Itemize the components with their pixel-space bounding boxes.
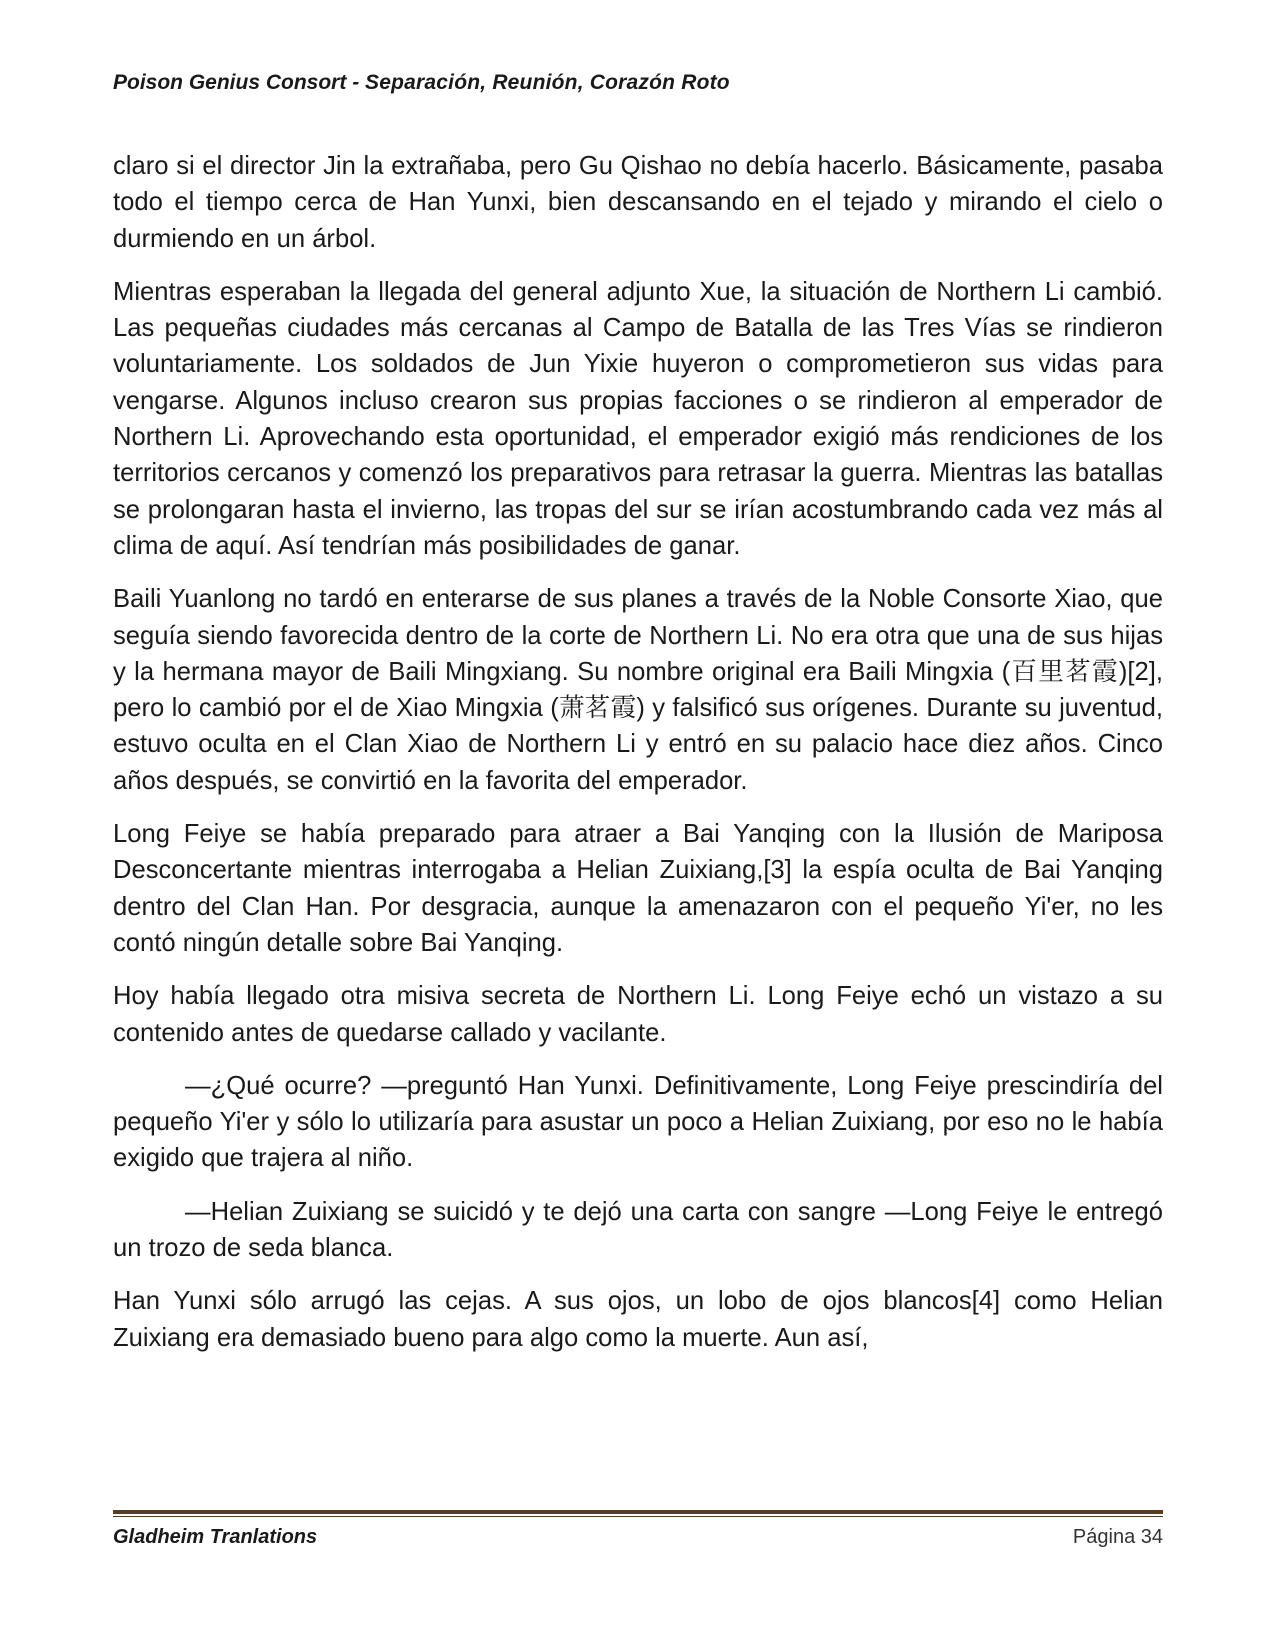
paragraph: Mientras esperaban la llegada del general adjunto Xue, la situación de Northern Li cambió. Las pequeñas ciudades más cercanas al Campo de Batalla de las Tres Vías se rindieron voluntariamente. Los soldados de Jun Yixie huyeron o comprometieron sus vidas para vengarse. Algunos incluso crearon sus propias facciones o se rindieron al emperador de Northern Li. Aprovechando esta oportunidad, el emperador exigió más rendiciones de los territorios cercanos y comenzó los preparativos para retrasar la guerra. Mientras las batallas se prolongaran hasta el invierno, las tropas del sur se irían acostumbrando cada vez más al clima de aquí. Así tendrían más posibilidades de ganar. <box>113 277 1163 560</box>
book-title: Poison Genius Consort <box>113 71 347 94</box>
page-body <box>113 148 1163 1373</box>
header-separator: - <box>346 71 366 94</box>
paragraph: Long Feiye se había preparado para atraer a Bai Yanqing con la Ilusión de Mariposa Desconcertante mientras interrogaba a Helian Zuixiang,[3] la espía oculta de Bai Yanqing dentro del Clan Han. Por desgracia, aunque la amenazaron con el pequeño Yi'er, no les contó ningún detalle sobre Bai Yanqing. <box>113 820 1163 957</box>
paragraph: Han Yunxi sólo arrugó las cejas. A sus ojos, un lobo de ojos blancos[4] como Helian Zuixiang era demasiado bueno para algo como la muerte. Aun así, <box>113 1287 1163 1352</box>
footer-divider-thin <box>113 1516 1163 1517</box>
page-header <box>113 71 730 95</box>
paragraph: claro si el director Jin la extrañaba, pero Gu Qishao no debía hacerlo. Básicamente, pasaba todo el tiempo cerca de Han Yunxi, bien descansando en el tejado y mirando el cielo o durmiendo en un árbol. <box>113 152 1163 253</box>
page-number: Página 34 <box>1072 1526 1163 1548</box>
chapter-title: Separación, Reunión, Corazón Roto <box>365 71 730 94</box>
dialogue-paragraph: —¿Qué ocurre? —preguntó Han Yunxi. Definitivamente, Long Feiye prescindiría del pequeño Yi'er y sólo lo utilizaría para asustar un poco a Helian Zuixiang, por eso no le había exigido que trajera al niño. <box>113 1071 1163 1173</box>
dialogue-paragraph: —Helian Zuixiang se suicidó y te dejó una carta con sangre —Long Feiye le entregó un trozo de seda blanca. <box>113 1197 1163 1263</box>
paragraph: Hoy había llegado otra misiva secreta de Northern Li. Long Feiye echó un vistazo a su contenido antes de quedarse callado y vacilante. <box>113 982 1163 1047</box>
translator-credit: Gladheim Tranlations <box>113 1526 318 1548</box>
paragraph: Baili Yuanlong no tardó en enterarse de sus planes a través de la Noble Consorte Xiao, que seguía siendo favorecida dentro de la corte de Northern Li. No era otra que una de sus hijas y la hermana mayor de Baili Mingxiang. Su nombre original era Baili Mingxia (百里茗霞)[2], pero lo cambió por el de Xiao Mingxia (萧茗霞) y falsificó sus orígenes. Durante su juventud, estuvo oculta en el Clan Xiao de Northern Li y entró en su palacio hace diez años. Cinco años después, se convirtió en la favorita del emperador. <box>113 585 1163 795</box>
footer-divider <box>113 1510 1163 1514</box>
